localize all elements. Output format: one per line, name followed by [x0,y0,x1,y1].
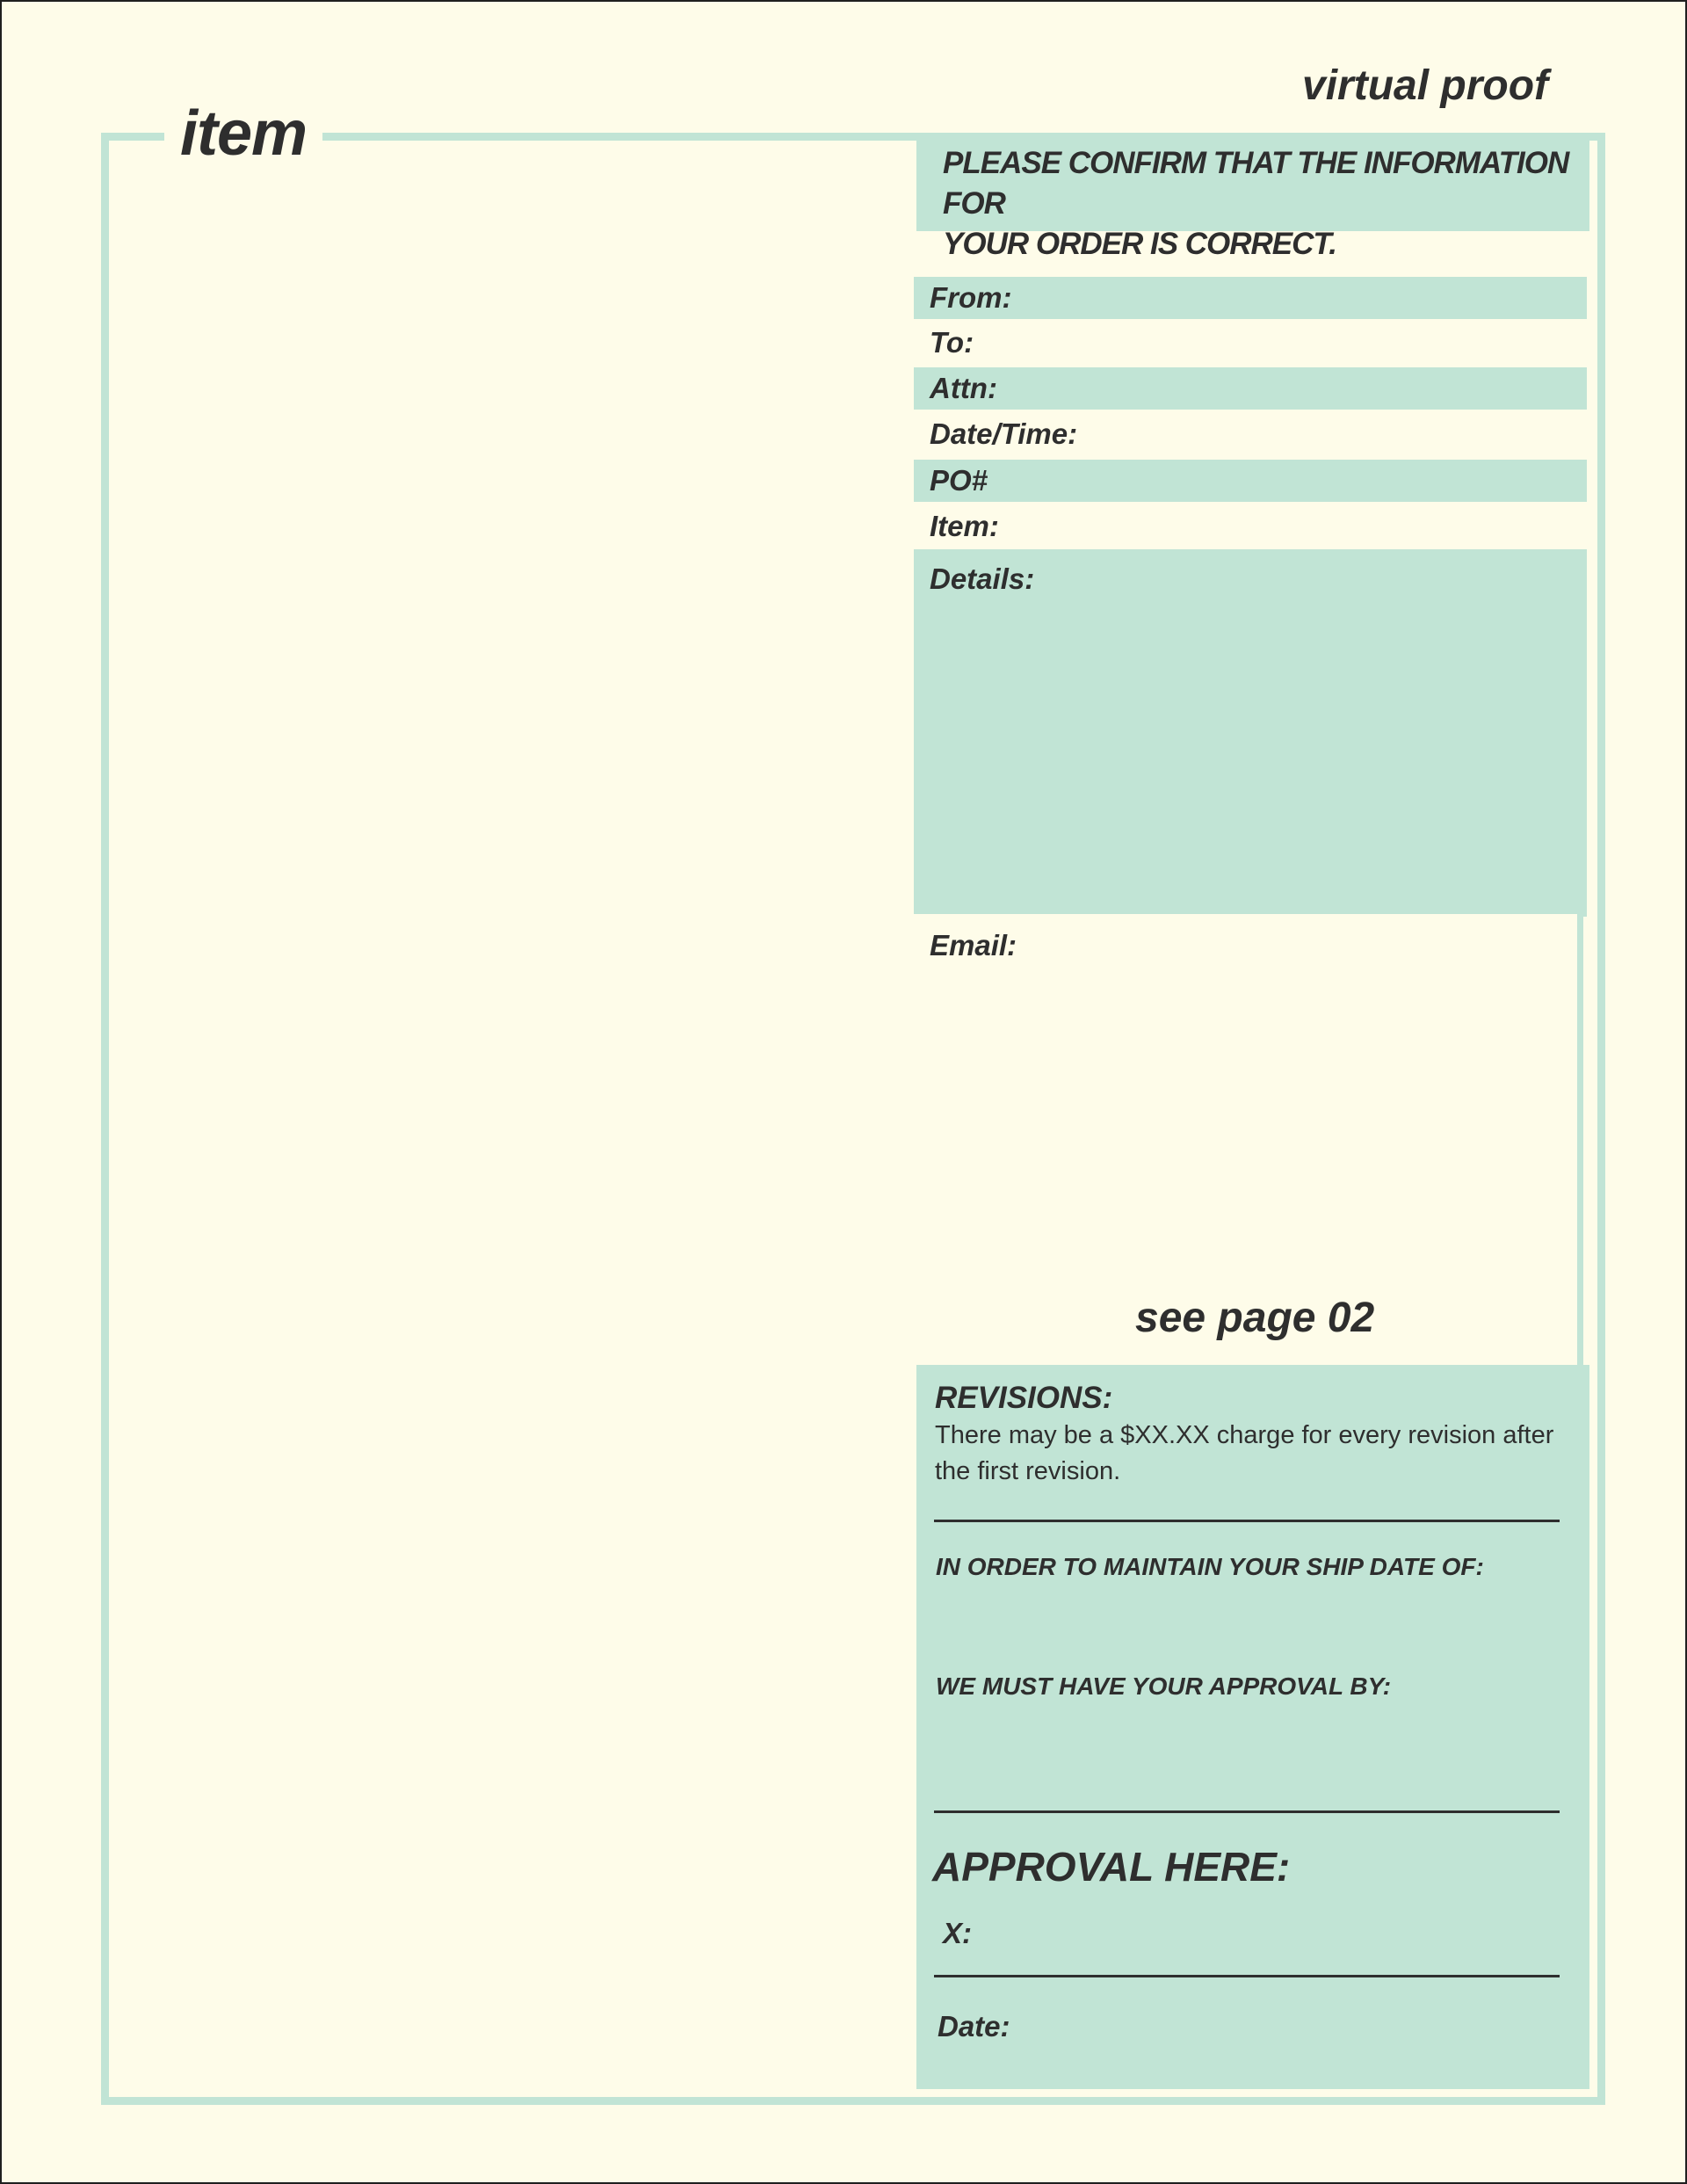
revisions-text: There may be a $XX.XX charge for every revision after the first revision. [935,1421,1554,1485]
to-label: To: [930,326,974,359]
to-field[interactable] [914,322,1587,364]
from-label: From: [930,281,1012,314]
approval-title: APPROVAL HERE: [932,1844,1291,1890]
datetime-field[interactable] [914,413,1587,455]
see-page-note: see page 02 [1135,1295,1375,1341]
confirm-line-2: YOUR ORDER IS CORRECT. [943,227,1336,261]
virtual-proof-label: virtual proof [1302,62,1549,109]
signature-line[interactable] [934,1975,1560,1977]
item-field[interactable] [914,505,1587,548]
approval-panel [916,1365,1589,2089]
confirm-notice [916,133,1589,261]
divider [934,1520,1560,1522]
attn-label: Attn: [930,372,997,404]
po-field[interactable] [914,460,1587,502]
item-label: Item: [930,510,999,542]
email-label: Email: [930,929,1017,961]
details-label: Details: [930,562,1035,595]
datetime-label: Date/Time: [930,417,1078,450]
from-field[interactable] [914,277,1587,319]
confirm-line-1: PLEASE CONFIRM THAT THE INFORMATION FOR [943,146,1569,221]
po-label: PO# [930,464,988,497]
attn-field[interactable] [914,367,1587,410]
signature-x-label: X: [943,1917,972,1949]
ship-date-label: IN ORDER TO MAINTAIN YOUR SHIP DATE OF: [936,1553,1484,1580]
revisions-title: REVISIONS: [935,1381,1113,1415]
approval-date-label: Date: [938,2010,1010,2043]
item-title: item [164,98,322,169]
details-field[interactable] [914,549,1587,917]
divider [934,1810,1560,1813]
approval-by-label: WE MUST HAVE YOUR APPROVAL BY: [936,1672,1392,1700]
